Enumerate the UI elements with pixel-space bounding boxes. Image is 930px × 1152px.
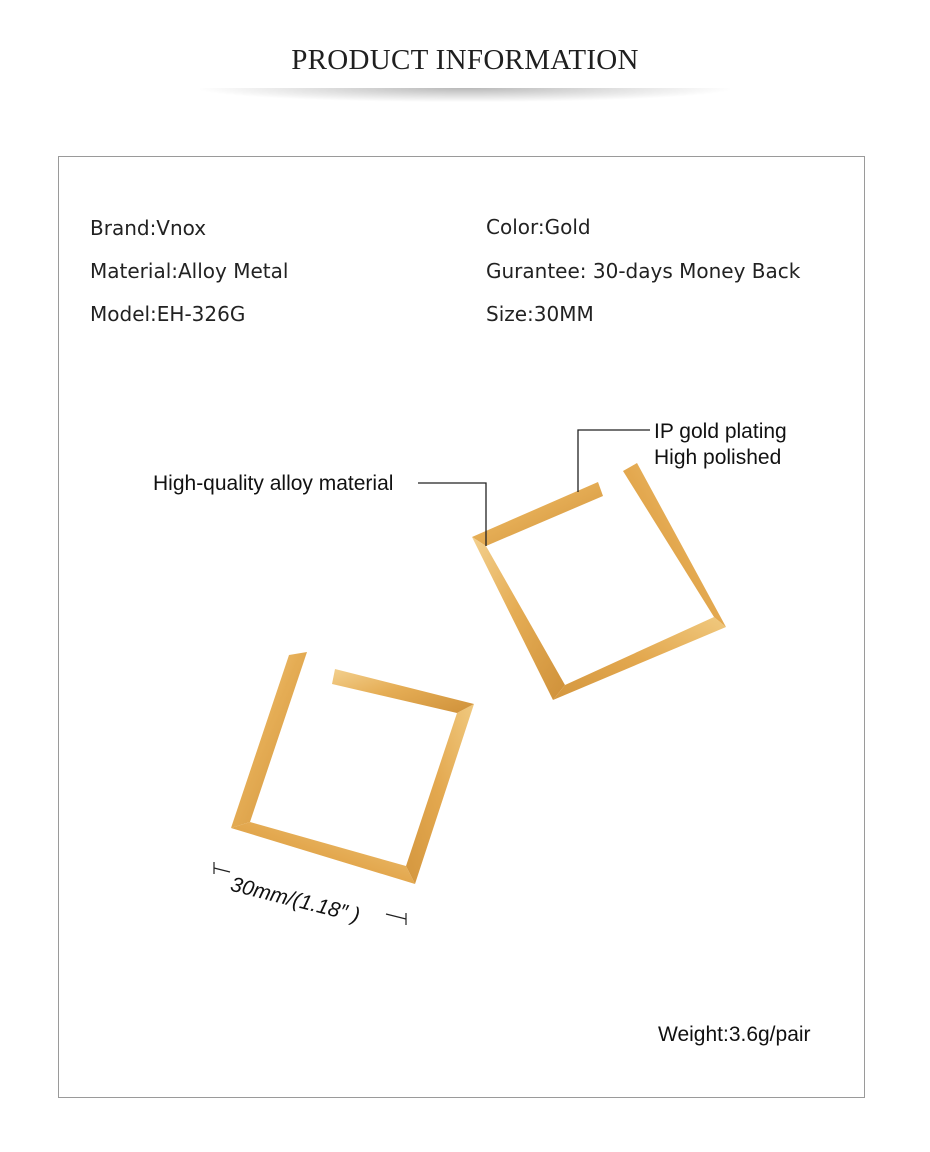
spec-guarantee: Gurantee: 30-days Money Back: [486, 259, 801, 283]
earring-lower-left-bar: [231, 652, 307, 828]
earring-upper: [472, 463, 726, 700]
page-title: PRODUCT INFORMATION: [291, 44, 639, 76]
earring-upper-right-bar: [623, 463, 726, 627]
earring-lower-top-bar: [332, 669, 474, 713]
spec-brand: Brand:Vnox: [90, 216, 207, 240]
earring-upper-left-bar: [472, 537, 565, 700]
callout-plating-line2: High polished: [654, 446, 782, 469]
earring-upper-top-bar: [472, 482, 603, 546]
callout-dimension: 30mm/(1.18″ ): [228, 872, 363, 928]
callout-material: High-quality alloy material: [153, 472, 394, 495]
earring-lower: [231, 652, 474, 884]
earring-upper-bottom-bar: [553, 617, 726, 700]
callout-plating-line1: IP gold plating: [654, 420, 787, 443]
callout-weight: Weight:3.6g/pair: [658, 1023, 811, 1046]
earring-lower-right-bar: [406, 704, 474, 884]
spec-size: Size:30MM: [486, 302, 594, 326]
spec-color: Color:Gold: [486, 215, 591, 239]
spec-model: Model:EH-326G: [90, 302, 246, 326]
spec-material: Material:Alloy Metal: [90, 259, 289, 283]
earring-lower-bottom-bar: [231, 822, 415, 884]
